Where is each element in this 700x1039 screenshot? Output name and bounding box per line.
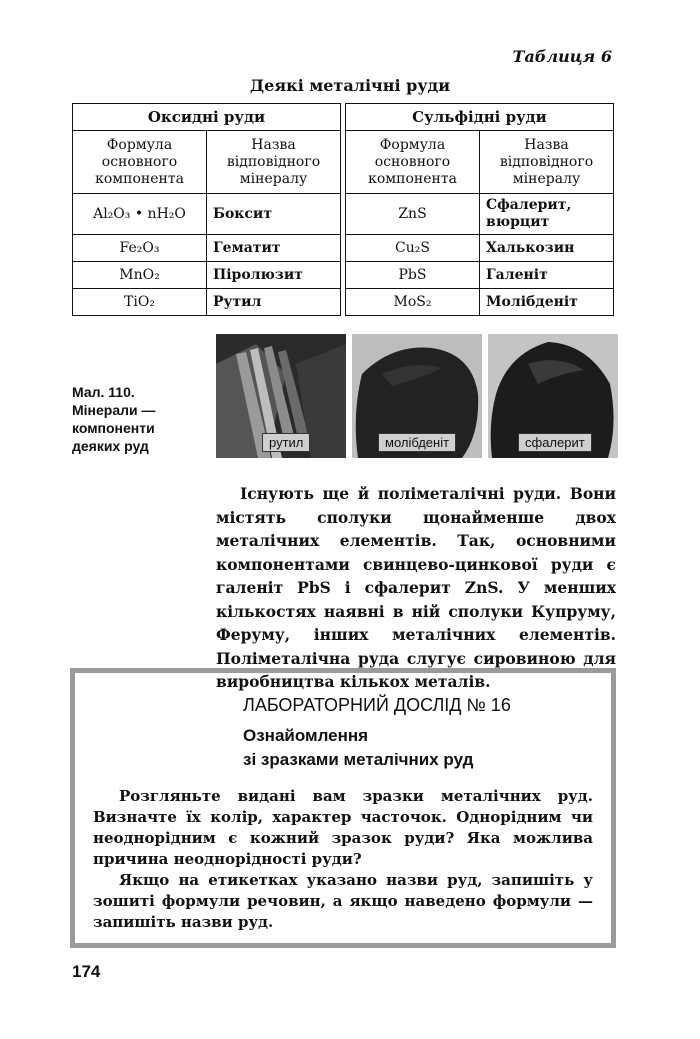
col-name-header: Назва відповідного мінералу — [480, 131, 614, 194]
mineral-cell: Рутил — [207, 289, 341, 316]
mineral-photos — [216, 334, 618, 458]
mineral-cell: Галеніт — [480, 262, 614, 289]
body-paragraph — [216, 482, 616, 694]
mineral-cell: Халькозин — [480, 235, 614, 262]
table-row — [346, 235, 614, 262]
ores-table — [72, 103, 614, 316]
photo-sphalerite — [488, 334, 618, 458]
formula-cell: MnO₂ — [73, 262, 207, 289]
figure-caption: Мал. 110. Мінерали — компоненти деяких руд — [72, 384, 156, 454]
photo-label: молібденіт — [378, 433, 456, 452]
mineral-cell: Гематит — [207, 235, 341, 262]
mineral-cell: Сфалерит, вюрцит — [480, 194, 614, 235]
oxide-header: Оксидні руди — [73, 104, 341, 131]
table-row — [346, 289, 614, 316]
lab-instructions — [93, 786, 593, 933]
formula-cell: Fe₂O₃ — [73, 235, 207, 262]
lab-subtitle-line-1: Ознайомлення — [243, 726, 369, 745]
lab-text-2: Якщо на етикетках указано назви руд, запишіть у зошиті формули речовин, а якщо наведено формули — запишіть назви руд. — [93, 871, 593, 931]
photo-label: рутил — [262, 433, 310, 452]
lab-subtitle-line-2: зі зразками металічних руд — [243, 750, 474, 769]
paragraph-text: Існують ще й поліметалічні руди. Вони містять сполуки щонайменше двох металічних елементів. Так, основними компонентами свинцево-цинкової руди є галеніт PbS і сфалерит ZnS. У менших кількостях наявні в ній сполуки Купруму, Феруму, інших металічних елементів. Поліметалічна руда слугує сировиною для виробництва кількох металів. — [216, 484, 616, 691]
oxide-ores-table — [72, 103, 341, 316]
table-title: Деякі металічні руди — [249, 76, 451, 95]
formula-cell: Cu₂S — [346, 235, 480, 262]
table-row — [73, 235, 341, 262]
lab-subtitle — [243, 724, 593, 772]
lab-experiment-box — [70, 668, 616, 948]
col-name-header: Назва відповідного мінералу — [207, 131, 341, 194]
lab-title: ЛАБОРАТОРНИЙ ДОСЛІД № 16 — [243, 695, 511, 715]
formula-cell: PbS — [346, 262, 480, 289]
sulfide-header: Сульфідні руди — [346, 104, 614, 131]
table-row — [73, 289, 341, 316]
mineral-cell: Молібденіт — [480, 289, 614, 316]
table-label: Таблиця 6 — [512, 47, 612, 66]
photo-rutile — [216, 334, 346, 458]
photo-molybdenite — [352, 334, 482, 458]
page-number: 174 — [72, 962, 101, 981]
formula-cell: Al₂O₃ • nH₂O — [73, 194, 207, 235]
col-formula-header: Формула основного компонента — [346, 131, 480, 194]
sulfide-ores-table — [345, 103, 614, 316]
photo-label: сфалерит — [518, 433, 592, 452]
formula-cell: MoS₂ — [346, 289, 480, 316]
formula-cell: TiO₂ — [73, 289, 207, 316]
formula-cell: ZnS — [346, 194, 480, 235]
col-formula-header: Формула основного компонента — [73, 131, 207, 194]
mineral-cell: Піролюзит — [207, 262, 341, 289]
table-row — [346, 262, 614, 289]
table-row — [73, 194, 341, 235]
mineral-cell: Боксит — [207, 194, 341, 235]
table-row — [73, 262, 341, 289]
lab-text-1: Розгляньте видані вам зразки металічних руд. Визначте їх колір, характер часточок. Однорідним чи неоднорідним є кожний зразок руди? Яка можлива причина неоднорідності руди? — [93, 787, 593, 868]
table-row — [346, 194, 614, 235]
